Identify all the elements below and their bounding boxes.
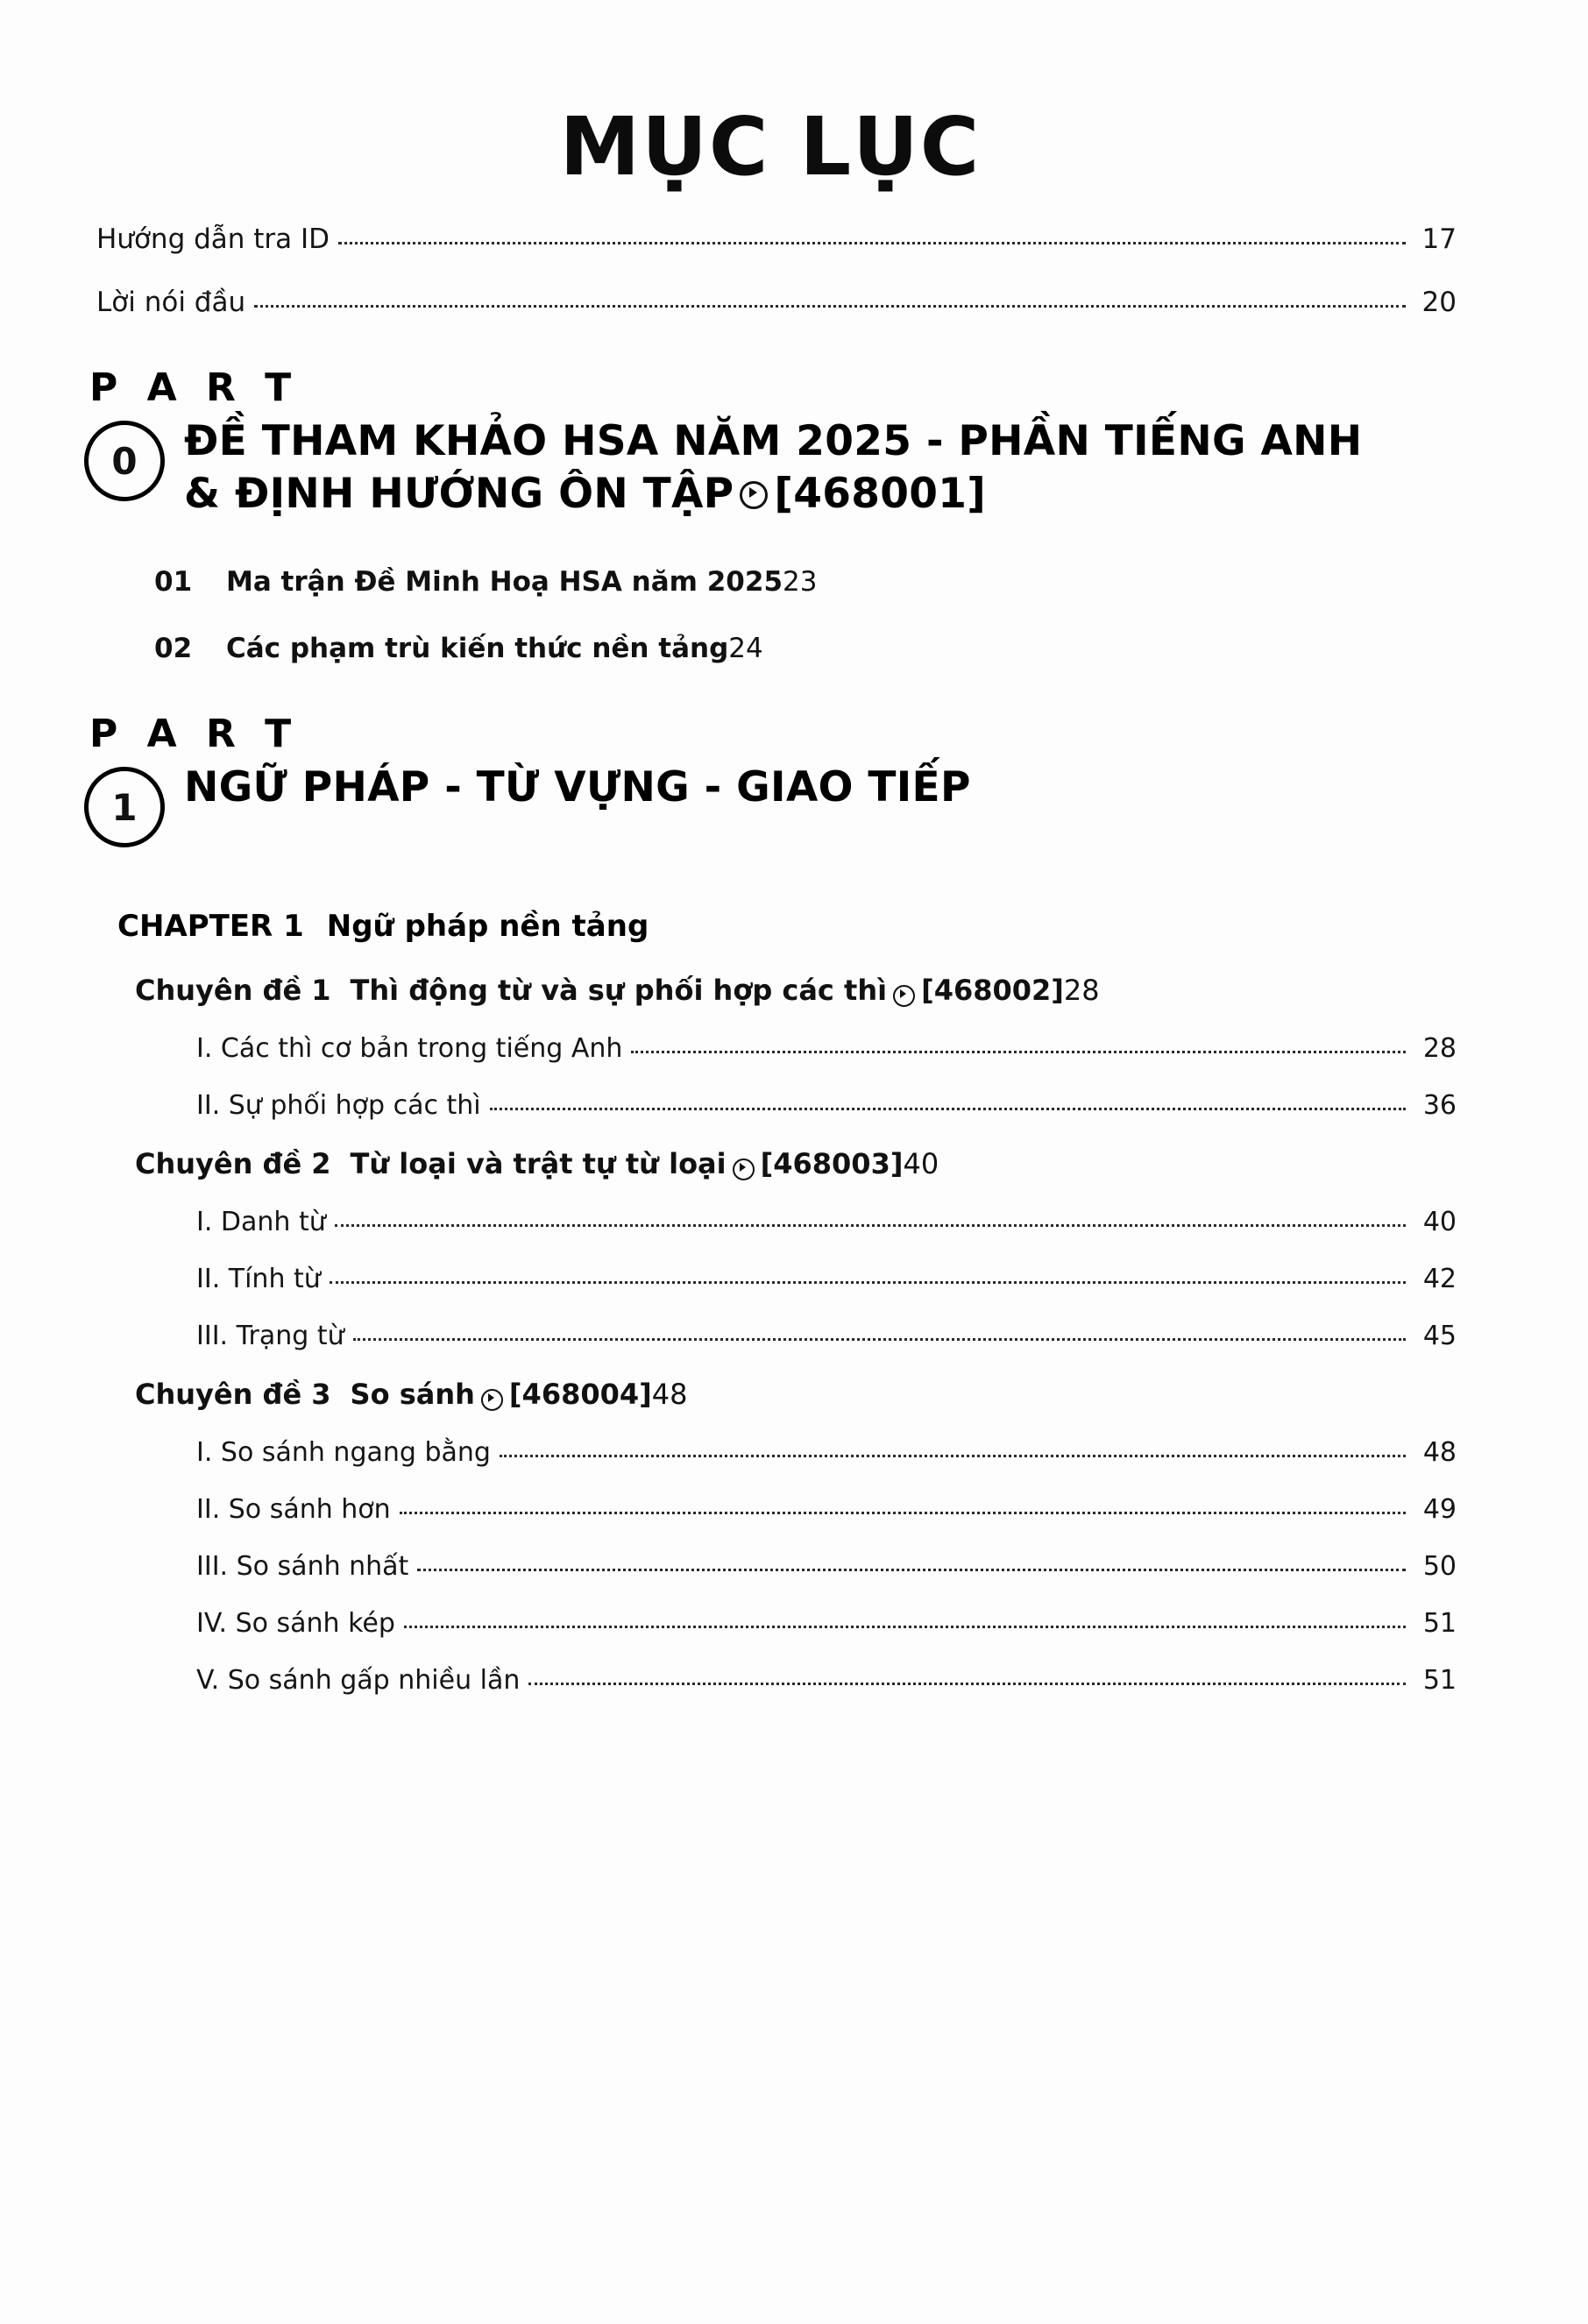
topic-id-tag: [468004] bbox=[508, 1378, 652, 1412]
part-title-line1: ĐỀ THAM KHẢO HSA NĂM 2025 - PHẦN TIẾNG ANH bbox=[184, 417, 1363, 465]
toc-entry-label: I. Danh từ bbox=[196, 1207, 326, 1238]
toc-entry-page: 40 bbox=[1422, 1207, 1457, 1238]
toc-entry-page: 50 bbox=[1422, 1551, 1457, 1583]
toc-entry-p0-0[interactable] bbox=[84, 566, 1457, 598]
entry-number: 01 bbox=[154, 566, 193, 599]
part-id-tag-0: [468001] bbox=[774, 470, 986, 519]
toc-entry-label: Hướng dẫn tra ID bbox=[96, 223, 330, 255]
dot-leader bbox=[404, 1625, 1406, 1628]
page-title: MỤC LỤC bbox=[559, 100, 982, 194]
play-circle-icon bbox=[733, 1158, 755, 1180]
toc-entry-page: 36 bbox=[1422, 1090, 1457, 1122]
toc-entry-page: 24 bbox=[728, 633, 763, 665]
part-0-entries bbox=[84, 566, 1457, 664]
part-section-1 bbox=[84, 712, 1457, 1696]
dot-leader bbox=[330, 1280, 1406, 1284]
toc-entry-page: 20 bbox=[1421, 287, 1457, 318]
dot-leader bbox=[500, 1454, 1406, 1457]
toc-entry-label: Các phạm trù kiến thức nền tảng bbox=[226, 633, 729, 665]
toc-entry-page: 42 bbox=[1422, 1264, 1457, 1295]
part-title-1: NGỮ PHÁP - TỪ VỰNG - GIAO TIẾP bbox=[184, 763, 971, 812]
chapter-heading-1 bbox=[117, 909, 1457, 944]
topic-id-tag: [468003] bbox=[760, 1147, 904, 1181]
toc-entry-sub-3-1[interactable] bbox=[84, 1494, 1457, 1525]
part-header-1 bbox=[84, 762, 1457, 847]
dot-leader bbox=[490, 1107, 1406, 1110]
play-circle-icon bbox=[893, 985, 915, 1007]
toc-entry-sub-3-3[interactable] bbox=[84, 1608, 1457, 1639]
entry-number: 02 bbox=[154, 633, 193, 665]
part-section-0 bbox=[84, 365, 1457, 664]
play-circle-icon bbox=[740, 481, 768, 509]
part-word-0: P A R T bbox=[89, 365, 300, 410]
toc-entry-page: 45 bbox=[1422, 1321, 1457, 1352]
toc-entry-page: 48 bbox=[1422, 1437, 1457, 1469]
chapter-label: CHAPTER 1 bbox=[117, 909, 304, 945]
topic-group-3 bbox=[84, 1378, 1457, 1696]
toc-entry-page: 48 bbox=[651, 1378, 688, 1412]
toc-entry-front-1[interactable] bbox=[84, 287, 1457, 318]
toc-entry-sub-2-1[interactable] bbox=[84, 1264, 1457, 1294]
toc-entry-label: Thì động từ và sự phối hợp các thì bbox=[350, 974, 888, 1008]
part-header-0 bbox=[84, 415, 1457, 521]
topic-group-2 bbox=[84, 1147, 1457, 1351]
topic-id-tag: [468002] bbox=[921, 974, 1064, 1008]
toc-entry-sub-2-0[interactable] bbox=[84, 1207, 1457, 1237]
toc-entry-p0-1[interactable] bbox=[84, 633, 1457, 664]
toc-entry-label: Từ loại và trật tự từ loại bbox=[350, 1147, 727, 1181]
toc-entry-sub-2-2[interactable] bbox=[84, 1321, 1457, 1351]
toc-entry-page: 49 bbox=[1422, 1494, 1457, 1526]
toc-entry-page: 23 bbox=[783, 566, 818, 599]
toc-entry-page: 51 bbox=[1422, 1665, 1457, 1697]
toc-entry-label: I. So sánh ngang bằng bbox=[196, 1437, 491, 1469]
toc-entry-label: V. So sánh gấp nhiều lần bbox=[196, 1665, 521, 1697]
part-number-badge-1: 1 bbox=[84, 767, 165, 847]
topic-group-1 bbox=[84, 974, 1457, 1121]
toc-entry-label: II. Tính từ bbox=[196, 1264, 321, 1295]
part-title-0 bbox=[184, 415, 1362, 521]
toc-entry-label: Lời nói đầu bbox=[96, 287, 246, 318]
dot-leader bbox=[417, 1568, 1406, 1571]
toc-entry-label: IV. So sánh kép bbox=[196, 1608, 395, 1640]
topic-number: Chuyên đề 3 bbox=[135, 1378, 331, 1412]
toc-entry-page: 17 bbox=[1421, 223, 1457, 255]
toc-entry-sub-1-0[interactable] bbox=[84, 1033, 1457, 1064]
toc-entry-page: 28 bbox=[1422, 1033, 1457, 1065]
toc-entry-label: III. Trạng từ bbox=[196, 1321, 344, 1352]
play-circle-icon bbox=[481, 1389, 503, 1411]
part-title-line2: & ĐỊNH HƯỚNG ÔN TẬP bbox=[184, 470, 734, 519]
dot-leader bbox=[254, 304, 1406, 308]
chapter-name: Ngữ pháp nền tảng bbox=[326, 909, 649, 945]
dot-leader bbox=[631, 1050, 1406, 1053]
toc-entry-front-0[interactable] bbox=[84, 223, 1457, 255]
dot-leader bbox=[528, 1682, 1406, 1685]
toc-entry-sub-3-4[interactable] bbox=[84, 1665, 1457, 1696]
toc-entry-topic-2[interactable] bbox=[84, 1147, 1457, 1180]
front-matter-list bbox=[84, 223, 1457, 318]
toc-entry-sub-1-1[interactable] bbox=[84, 1090, 1457, 1121]
toc-entry-page: 40 bbox=[903, 1147, 939, 1181]
toc-entry-label: III. So sánh nhất bbox=[196, 1551, 409, 1583]
dot-leader bbox=[400, 1511, 1406, 1514]
toc-entry-topic-3[interactable] bbox=[84, 1378, 1457, 1411]
toc-entry-sub-3-2[interactable] bbox=[84, 1551, 1457, 1582]
part-number-badge-0: 0 bbox=[84, 421, 165, 501]
dot-leader bbox=[335, 1223, 1406, 1227]
topic-number: Chuyên đề 1 bbox=[135, 974, 331, 1008]
toc-entry-topic-1[interactable] bbox=[84, 974, 1457, 1007]
part-word-1: P A R T bbox=[89, 712, 300, 757]
toc-entry-sub-3-0[interactable] bbox=[84, 1437, 1457, 1468]
toc-entry-label: II. So sánh hơn bbox=[196, 1494, 391, 1526]
topic-number: Chuyên đề 2 bbox=[135, 1147, 331, 1181]
toc-entry-label: Ma trận Đề Minh Hoạ HSA năm 2025 bbox=[226, 566, 783, 599]
dot-leader bbox=[353, 1337, 1406, 1341]
dot-leader bbox=[338, 241, 1406, 244]
toc-entry-page: 28 bbox=[1063, 974, 1100, 1008]
toc-entry-page: 51 bbox=[1422, 1608, 1457, 1640]
toc-entry-label: So sánh bbox=[350, 1378, 475, 1412]
toc-entry-label: II. Sự phối hợp các thì bbox=[196, 1090, 481, 1122]
toc-entry-label: I. Các thì cơ bản trong tiếng Anh bbox=[196, 1033, 623, 1065]
